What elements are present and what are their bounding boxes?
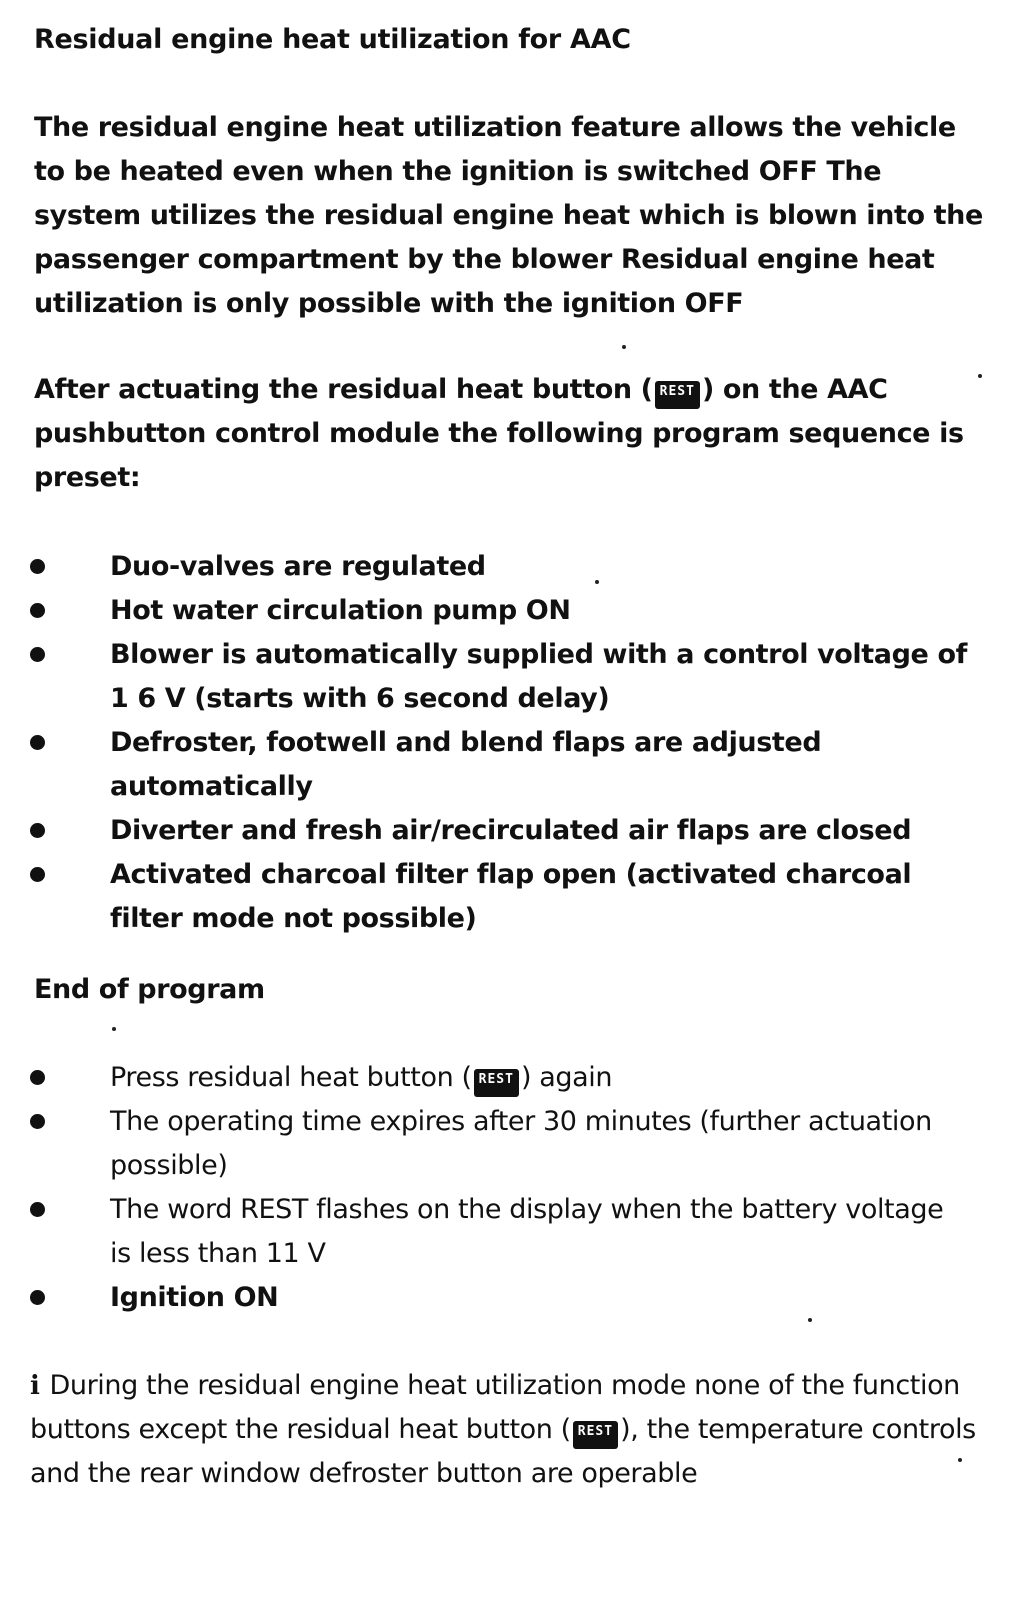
bullet-icon [30,823,45,838]
intro-off-label: OFF [758,156,818,187]
list-item-text: ) again [520,1062,613,1093]
scan-speck [978,374,982,378]
list-item [0,853,970,941]
list-item-text: Diverter and fresh air/recirculated air flaps are closed [110,815,912,846]
list-item-text: Duo-valves are regulated [110,551,486,582]
info-icon: i [30,1371,40,1401]
intro-text-2: The system utilizes the residual engine heat which is blown into the passenger compartment by the blower Residual engine heat utilization is only possible with the ignition OFF [34,156,983,319]
page-title: Residual engine heat utilization for AAC [34,24,631,55]
bullet-icon [30,1290,45,1305]
bullet-icon [30,867,45,882]
list-item [0,1188,970,1276]
note-paragraph [30,1364,990,1496]
list-item [0,1056,970,1100]
bullet-icon [30,647,45,662]
list-item-text: The operating time expires after 30 minutes (further actuation possible) [110,1106,932,1181]
scan-speck [958,1458,962,1462]
sequence-list [0,545,1000,941]
sequence-intro [34,368,994,500]
rest-button-icon: REST [474,1069,519,1097]
end-heading: End of program [34,974,265,1005]
list-item [0,1100,970,1188]
rest-button-icon: REST [573,1421,618,1449]
list-item-text: The word REST flashes on the display when the battery voltage is less than 11 V [110,1194,944,1269]
sequence-intro-after: ) on the AAC pushbutton control module the following program sequence is preset: [34,374,964,493]
list-item-text: Press residual heat button ( [110,1062,472,1093]
scan-speck [622,345,626,349]
list-item-text: Activated charcoal filter flap open (activated charcoal filter mode not possible) [110,859,912,934]
list-item [0,721,970,809]
list-item [0,633,970,721]
bullet-icon [30,603,45,618]
list-item-text: Ignition ON [110,1282,279,1313]
rest-button-icon: REST [655,381,700,409]
sequence-intro-before: After actuating the residual heat button ( [34,374,653,405]
bullet-icon [30,1114,45,1129]
note-text-after: ), the temperature controls and the rear window defroster button are operable [30,1414,976,1489]
end-list [0,1056,1000,1320]
scan-speck [808,1318,812,1322]
bullet-icon [30,559,45,574]
intro-text-1: The residual engine heat utilization feature allows the vehicle to be heated even when the ignition is switched [34,112,956,187]
note-text-before: During the residual engine heat utilization mode none of the function buttons except the residual heat button ( [30,1370,960,1445]
list-item [0,545,970,589]
list-item-text: Defroster, footwell and blend flaps are adjusted automatically [110,727,822,802]
bullet-icon [30,735,45,750]
intro-paragraph [34,106,994,326]
scan-speck [112,1027,116,1031]
list-item [0,809,970,853]
list-item-text: Hot water circulation pump ON [110,595,571,626]
list-item [0,1276,970,1320]
bullet-icon [30,1202,45,1217]
list-item [0,589,970,633]
list-item-text: Blower is automatically supplied with a control voltage of 1 6 V (starts with 6 second delay) [110,639,967,714]
bullet-icon [30,1070,45,1085]
scan-speck [595,580,599,584]
